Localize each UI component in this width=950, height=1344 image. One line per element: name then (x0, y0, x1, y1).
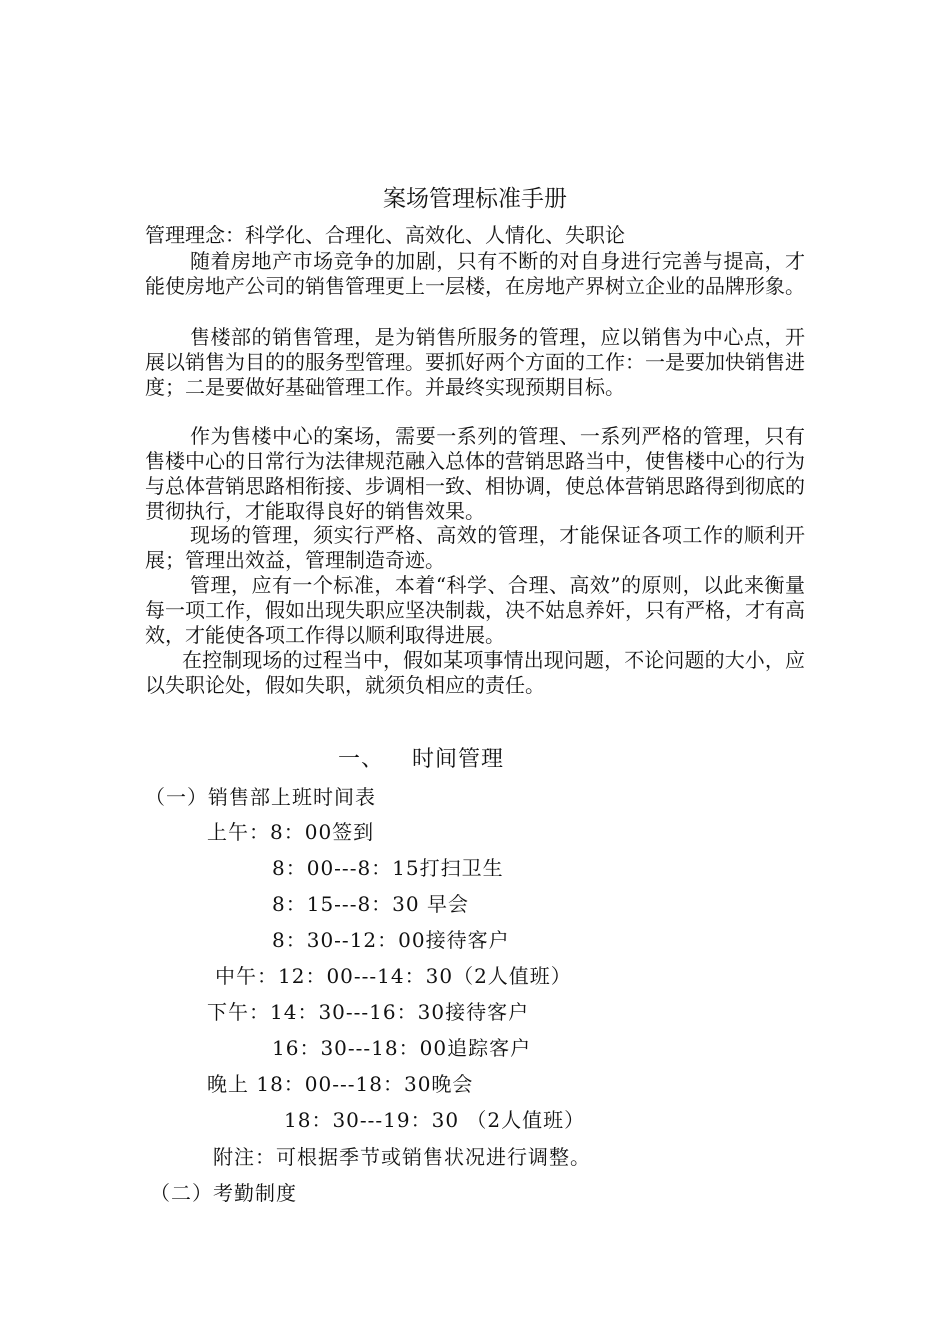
schedule-line-evening-meeting: 晚上 18：00---18：30晚会 (207, 1072, 474, 1096)
intro-paragraph-2: 售楼部的销售管理，是为销售所服务的管理，应以销售为中心点，开展以销售为目的的服务型管理。要抓好两个方面的工作：一是要加快销售进度；二是要做好基础管理工作。并最终实现预期目标。 (145, 325, 805, 399)
intro-paragraph-5: 管理，应有一个标准，本着“科学、合理、高效”的原则，以此来衡量每一项工作，假如出现失职应坚决制裁，决不姑息养奸，只有严格，才有高效，才能使各项工作得以顺利取得进展。 (145, 573, 805, 647)
schedule-line-morning-signin: 上午：8：00签到 (207, 820, 375, 844)
subsection-attendance-title: （二）考勤制度 (150, 1181, 297, 1205)
section-time-management-title: 一、 时间管理 (338, 747, 504, 772)
intro-paragraph-6: 在控制现场的过程当中，假如某项事情出现问题，不论问题的大小，应以失职论处，假如失职，就须负相应的责任。 (145, 648, 805, 697)
schedule-line-afternoon-reception: 下午：14：30---16：30接待客户 (207, 1000, 530, 1024)
intro-paragraph-3: 作为售楼中心的案场，需要一系列的管理、一系列严格的管理，只有售楼中心的日常行为法律规范融入总体的营销思路当中，使售楼中心的行为与总体营销思路相衔接、步调相一致、相协调，使总体营销思路得到彻底的贯彻执行，才能取得良好的销售效果。 (145, 424, 805, 523)
schedule-line-noon: 中午：12：00---14：30（2人值班） (215, 964, 572, 988)
schedule-line-follow-up: 16：30---18：00追踪客户 (272, 1036, 532, 1060)
subsection-schedule-title: （一）销售部上班时间表 (145, 785, 376, 809)
schedule-line-morning-reception: 8：30--12：00接待客户 (272, 928, 510, 952)
schedule-line-evening-duty: 18：30---19：30 （2人值班） (284, 1108, 586, 1132)
schedule-line-cleaning: 8：00---8：15打扫卫生 (272, 856, 504, 880)
intro-paragraph-1: 随着房地产市场竞争的加剧，只有不断的对自身进行完善与提高，才能使房地产公司的销售管理更上一层楼，在房地产界树立企业的品牌形象。 (145, 249, 805, 298)
intro-paragraph-4: 现场的管理，须实行严格、高效的管理，才能保证各项工作的顺利开展；管理出效益，管理制造奇迹。 (145, 523, 805, 572)
document-title: 案场管理标准手册 (383, 186, 567, 212)
schedule-line-morning-meeting: 8：15---8：30 早会 (272, 892, 469, 916)
management-philosophy: 管理理念：科学化、合理化、高效化、人情化、失职论 (145, 223, 625, 247)
schedule-note: 附注：可根据季节或销售状况进行调整。 (213, 1145, 591, 1169)
